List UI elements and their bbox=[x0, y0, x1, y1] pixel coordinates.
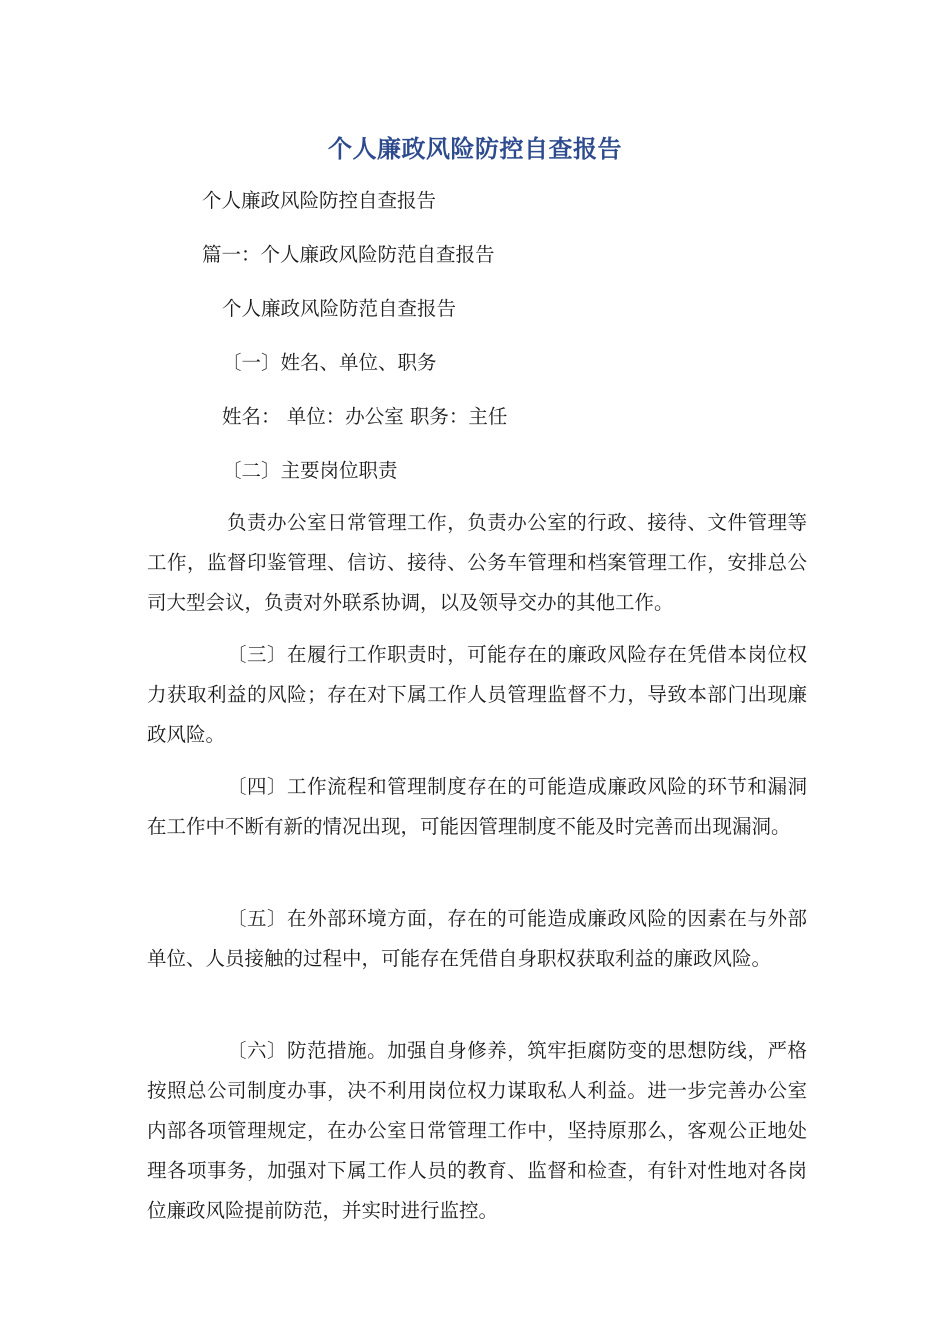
document-subtitle: 个人廉政风险防控自查报告 bbox=[202, 189, 437, 212]
section1-info: 姓名： 单位：办公室 职务：主任 bbox=[222, 405, 508, 428]
chapter-heading: 篇一：个人廉政风险防范自查报告 bbox=[202, 243, 495, 266]
section3-body: 〔三〕在履行工作职责时，可能存在的廉政风险存在凭借本岗位权力获取利益的风险；存在对下属工作人员管理监督不力，导致本部门出现廉政风险。 bbox=[147, 643, 807, 746]
section2-heading: 〔二〕主要岗位职责 bbox=[222, 459, 398, 482]
document-title: 个人廉政风险防控自查报告 bbox=[328, 135, 622, 163]
report-title: 个人廉政风险防范自查报告 bbox=[222, 297, 457, 320]
section6-body: 〔六〕防范措施。加强自身修养，筑牢拒腐防变的思想防线，严格按照总公司制度办事，决不利用岗位权力谋取私人利益。进一步完善办公室内部各项管理规定，在办公室日常管理工作中，坚持原那么，客观公正地处理各项事务，加强对下属工作人员的教育、监督和检查，有针对性地对各岗位廉政风险提前防范，并实时进行监控。 bbox=[147, 1039, 807, 1222]
section2-body: 负责办公室日常管理工作，负责办公室的行政、接待、文件管理等工作，监督印鉴管理、信访、接待、公务车管理和档案管理工作，安排总公司大型会议，负责对外联系协调，以及领导交办的其他工作。 bbox=[147, 511, 807, 614]
section4-body: 〔四〕工作流程和管理制度存在的可能造成廉政风险的环节和漏洞在工作中不断有新的情况出现，可能因管理制度不能及时完善而出现漏洞。 bbox=[147, 775, 807, 838]
section5-body: 〔五〕在外部环境方面，存在的可能造成廉政风险的因素在与外部单位、人员接触的过程中，可能存在凭借自身职权获取利益的廉政风险。 bbox=[147, 907, 807, 970]
section1-heading: 〔一〕姓名、单位、职务 bbox=[222, 351, 437, 374]
